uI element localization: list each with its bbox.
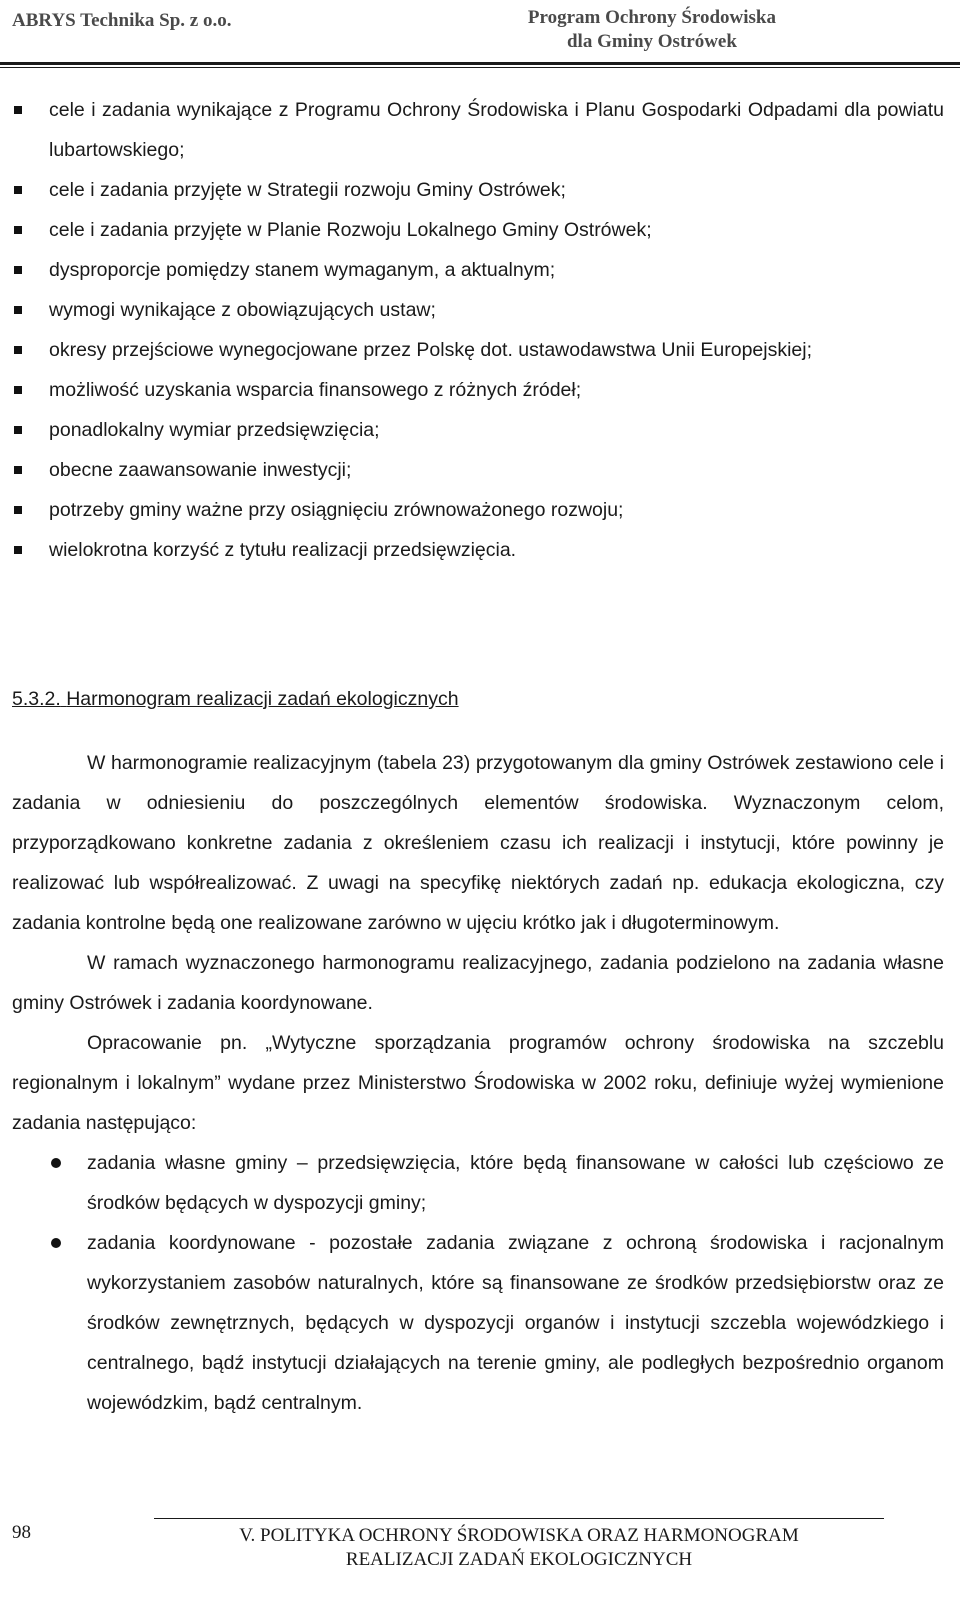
- list-item-text: wielokrotna korzyść z tytułu realizacji przedsięwzięcia.: [49, 539, 517, 561]
- list-item-text: cele i zadania wynikające z Programu Ochrony Środowiska i Planu Gospodarki Odpadami dla powiatu lubartowskiego;: [49, 99, 944, 161]
- chapter-title-line2: REALIZACJI ZADAŃ EKOLOGICZNYCH: [345, 1549, 693, 1570]
- list-item: [12, 410, 944, 450]
- list-item-text: obecne zaawansowanie inwestycji;: [49, 459, 352, 481]
- list-item: [12, 170, 944, 210]
- list-item-text: zadania własne gminy – przedsięwzięcia, które będą finansowane w całości lub częściowo ze środków będących w dyspozycji gminy;: [87, 1152, 944, 1214]
- page-number: 98: [12, 1522, 31, 1543]
- list-item: [12, 250, 944, 290]
- list-item: [12, 490, 944, 530]
- paragraph: W harmonogramie realizacyjnym (tabela 23) przygotowanym dla gminy Ostrówek zestawiono cele i zadania w odniesieniu do poszczególnych elementów środowiska. Wyznaczonym celom, przyporządkowano konkretne zadania z określeniem czasu ich realizacji i instytucji, które powinny je realizować lub współrealizować. Z uwagi na specyfikę niektórych zadań np. edukacja ekologiczna, czy zadania kontrolne będą one realizowane zarówno w ujęciu krótko jak i długoterminowym.: [12, 752, 944, 934]
- square-bullet-icon: [14, 306, 22, 314]
- list-item-text: dysproporcje pomiędzy stanem wymaganym, a aktualnym;: [49, 259, 556, 281]
- list-item: [12, 210, 944, 250]
- list-item: [12, 450, 944, 490]
- criteria-section: [12, 90, 944, 570]
- list-item: [12, 330, 944, 370]
- list-item-text: wymogi wynikające z obowiązujących ustaw;: [49, 299, 436, 321]
- list-item-text: cele i zadania przyjęte w Planie Rozwoju Lokalnego Gminy Ostrówek;: [49, 219, 652, 241]
- list-item: [12, 90, 944, 170]
- list-item-text: cele i zadania przyjęte w Strategii rozwoju Gminy Ostrówek;: [49, 179, 566, 201]
- square-bullet-icon: [14, 186, 22, 194]
- list-item-text: zadania koordynowane - pozostałe zadania związane z ochroną środowiska i racjonalnym wykorzystaniem zasobów naturalnych, które są finansowane ze środków przedsiębiorstw oraz ze środków zewnętrznych, będących w dyspozycji organów i instytucji szczebla wojewódzkiego i centralnego, bądź instytucji działających na terenie gminy, ale podległych bezpośrednio organom wojewódzkim, bądź centralnym.: [87, 1232, 944, 1414]
- list-item: [12, 290, 944, 330]
- section-heading: [12, 684, 459, 714]
- square-bullet-icon: [14, 346, 22, 354]
- header-rule: [0, 62, 960, 65]
- program-title-line1: Program Ochrony Środowiska: [527, 7, 776, 28]
- program-title: [528, 6, 776, 54]
- company-name: ABRYS Technika Sp. z o.o.: [12, 10, 232, 31]
- list-item: [12, 530, 944, 570]
- body-text: [12, 743, 944, 1423]
- square-bullet-icon: [14, 226, 22, 234]
- task-types-list: [12, 1143, 944, 1423]
- chapter-title-line1: V. POLITYKA OCHRONY ŚRODOWISKA ORAZ HARMONOGRAM: [239, 1525, 799, 1546]
- square-bullet-icon: [14, 506, 22, 514]
- paragraph: W ramach wyznaczonego harmonogramu realizacyjnego, zadania podzielono na zadania własne gminy Ostrówek i zadania koordynowane.: [12, 952, 944, 1014]
- list-item: [12, 370, 944, 410]
- list-item-text: możliwość uzyskania wsparcia finansowego z różnych źródeł;: [49, 379, 582, 401]
- round-bullet-icon: [51, 1238, 61, 1248]
- program-title-line2: dla Gminy Ostrówek: [566, 31, 737, 52]
- section-number: 5.3.2.: [12, 688, 61, 710]
- square-bullet-icon: [14, 266, 22, 274]
- chapter-title: [154, 1524, 884, 1572]
- section-title-text: Harmonogram realizacji zadań ekologicznych: [66, 688, 459, 710]
- criteria-list: [12, 90, 944, 570]
- list-item-text: ponadlokalny wymiar przedsięwzięcia;: [49, 419, 380, 441]
- square-bullet-icon: [14, 386, 22, 394]
- list-item: [12, 1143, 944, 1223]
- header-rule-thin: [0, 67, 960, 68]
- round-bullet-icon: [51, 1158, 61, 1168]
- footer-rule: [154, 1518, 884, 1519]
- list-item-text: potrzeby gminy ważne przy osiągnięciu zrównoważonego rozwoju;: [49, 499, 624, 521]
- page-header: [0, 0, 960, 68]
- square-bullet-icon: [14, 466, 22, 474]
- list-item-text: okresy przejściowe wynegocjowane przez Polskę dot. ustawodawstwa Unii Europejskiej;: [49, 339, 813, 361]
- list-item: [12, 1223, 944, 1423]
- square-bullet-icon: [14, 426, 22, 434]
- paragraph: Opracowanie pn. „Wytyczne sporządzania programów ochrony środowiska na szczeblu regionalnym i lokalnym” wydane przez Ministerstwo Środowiska w 2002 roku, definiuje wyżej wymienione zadania następująco:: [12, 1032, 944, 1134]
- square-bullet-icon: [14, 546, 22, 554]
- square-bullet-icon: [14, 106, 22, 114]
